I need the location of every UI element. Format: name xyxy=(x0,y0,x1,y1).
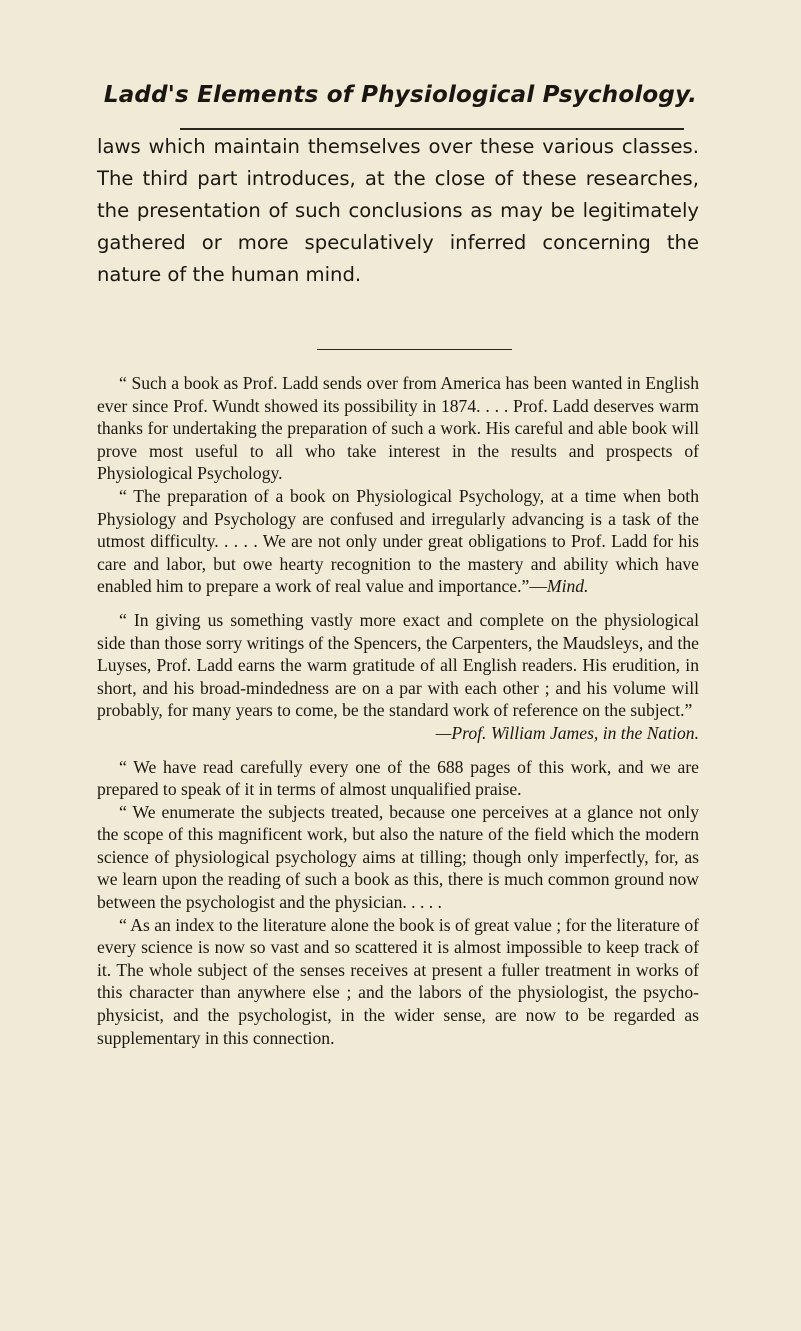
review-source: Mind. xyxy=(546,576,589,597)
review-unnamed xyxy=(97,756,699,1050)
review-mind xyxy=(97,372,699,598)
review-attribution: —Prof. William James, in the Nation. xyxy=(435,722,699,743)
intro-paragraph: laws which maintain themselves over these various classes. The third part introduces, at the close of these researches, the presentation of such conclusions as may be legitimately gathered or more speculatively inferred concerning the nature of the human mind. xyxy=(97,135,699,286)
review-james xyxy=(97,609,699,745)
review-paragraph: “ We have read carefully every one of the 688 pages of this work, and we are prepared to speak of it in terms of almost unqualified praise. xyxy=(97,756,699,800)
review-paragraph: “ Such a book as Prof. Ladd sends over from America has been wanted in English ever since Prof. Wundt showed its possibility in 1874. . . . Prof. Ladd deserves warm thanks for undertaking the preparation of such a work. His careful and able book will prove most useful to all who take interest in the results and prospects of Physiological Psychology. xyxy=(97,373,699,484)
press-notices xyxy=(97,372,699,1049)
review-paragraph: “ As an index to the literature alone the book is of great value ; for the literature of every science is now so vast and so scattered it is almost impossible to keep track of it. The whole subject of the senses receives at present a fuller treatment in works of this character than anywhere else ; and the labors of the physiologist, the psycho-physicist, and the psychologist, in the wider sense, are now to be regarded as supplementary in this connection. xyxy=(97,914,699,1048)
section-divider xyxy=(317,349,512,350)
header-rule xyxy=(180,128,684,130)
running-head-title: Ladd's Elements of Physiological Psychology. xyxy=(103,82,698,108)
review-paragraph xyxy=(97,485,699,598)
review-paragraph: “ We enumerate the subjects treated, because one perceives at a glance not only the scope of this magnificent work, but also the nature of the field which the modern science of physiological psychology aims at tilling; though only imperfectly, for, as we learn upon the reading of such a book as this, there is much common ground now between the psychologist and the physician. . . . . xyxy=(97,801,699,913)
review-text: “ The preparation of a book on Physiological Psychology, at a time when both Physiology and Psychology are confused and irregularly advancing is a task of the utmost difficulty. . . . . We are not only under great obligations to Prof. Ladd for his care and labor, but owe hearty recognition to the mastery and ability which have enabled him to prepare a work of real value and importance.”— xyxy=(97,485,699,597)
review-paragraph: “ In giving us something vastly more exact and complete on the physiological side than those sorry writings of the Spencers, the Carpenters, the Maudsleys, and the Luyses, Prof. Ladd earns the warm gratitude of all English readers. His erudition, in short, and his broad-mindedness are on a par with each other ; and his volume will probably, for many years to come, be the standard work of reference on the subject.” xyxy=(97,609,699,721)
